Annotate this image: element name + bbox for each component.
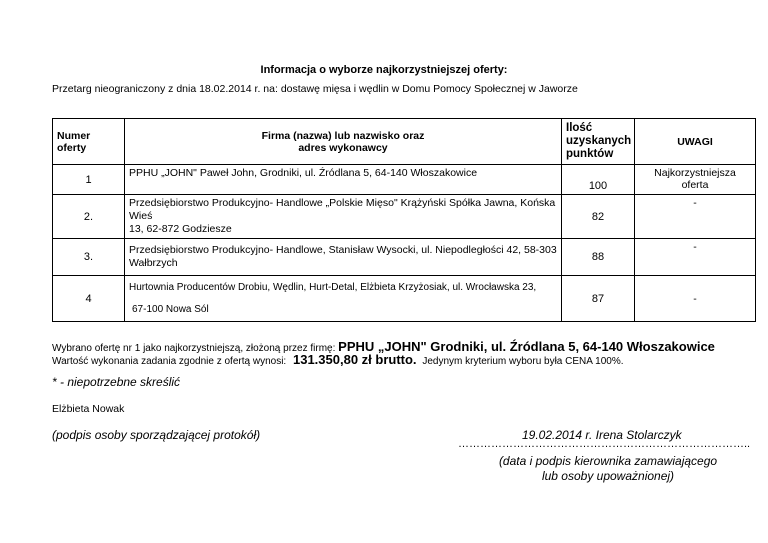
row-uwagi	[635, 165, 756, 195]
head-caption-line1: (data i podpis kierownika zamawiającego	[498, 454, 718, 468]
document-title: Informacja o wyborze najkorzystniejszej oferty:	[260, 64, 508, 76]
author-signature-caption: (podpis osoby sporządzającej protokół)	[52, 428, 261, 442]
header-points-line1: Ilość	[566, 122, 593, 134]
value-amount: 131.350,80 zł brutto.	[292, 352, 417, 367]
header-firm-line1: Firma (nazwa) lub nazwisko oraz	[261, 129, 425, 142]
row-uwagi-line1: Najkorzystniejsza	[654, 167, 736, 179]
value-prefix: Wartość wykonania zadania zgodnie z ofertą wynosi:	[52, 356, 287, 367]
row-points: 87	[562, 276, 635, 322]
row-points: 88	[562, 239, 635, 276]
header-points-line3: punktów	[566, 148, 614, 160]
row-uwagi-line1: -	[693, 241, 697, 253]
row-firm-line1: Przedsiębiorstwo Produkcyjno- Handlowe, Stanisław Wysocki, ul. Niepodległości 42, 58-303	[129, 244, 557, 256]
header-uwagi: UWAGI	[635, 119, 756, 165]
table-row	[53, 276, 756, 322]
row-uwagi	[635, 276, 756, 322]
row-offer-number: 1	[53, 165, 125, 195]
table-header-row	[53, 119, 756, 165]
row-uwagi-line1: -	[693, 197, 697, 209]
offers-table	[52, 118, 756, 322]
header-offer-number: Numer oferty	[53, 119, 125, 165]
table-row	[53, 165, 756, 195]
contract-value-line	[52, 352, 624, 367]
row-uwagi	[635, 195, 756, 239]
head-caption-line2: lub osoby upoważnionej)	[541, 469, 675, 483]
row-offer-number: 2.	[53, 195, 125, 239]
table-row	[53, 239, 756, 276]
date-and-signatory: 19.02.2014 r. Irena Stolarczyk	[522, 428, 682, 442]
header-points	[562, 119, 635, 165]
row-uwagi-line1: -	[693, 292, 697, 305]
header-firm	[125, 119, 562, 165]
row-offer-number: 4	[53, 276, 125, 322]
row-firm-line2: Wałbrzych	[129, 257, 178, 269]
signature-dotted-line: ……………………………………………………………………..	[458, 438, 751, 450]
author-name: Elżbieta Nowak	[52, 403, 125, 415]
row-uwagi-line2: oferta	[681, 179, 709, 191]
row-firm-line1: PPHU „JOHN" Paweł John, Grodniki, ul. Źródlana 5, 64-140 Włoszakowice	[129, 167, 478, 179]
footnote: * - niepotrzebne skreślić	[52, 375, 181, 389]
head-signature-caption	[458, 454, 758, 484]
row-firm	[125, 239, 562, 276]
row-firm-line1: Hurtownia Producentów Drobiu, Wędlin, Hurt-Detal, Elżbieta Krzyżosiak, ul. Wrocławska 23,	[129, 282, 537, 293]
value-criterion: Jedynym kryterium wyboru była CENA 100%.	[422, 356, 624, 367]
row-uwagi	[635, 239, 756, 276]
tender-description: Przetarg nieograniczony z dnia 18.02.2014 r. na: dostawę mięsa i wędlin w Domu Pomocy Społecznej w Jaworze	[52, 83, 578, 95]
row-firm	[125, 195, 562, 239]
header-firm-line2: adres wykonawcy	[298, 141, 388, 154]
row-offer-number: 3.	[53, 239, 125, 276]
row-firm	[125, 165, 562, 195]
table-row	[53, 195, 756, 239]
row-points: 82	[562, 195, 635, 239]
row-firm	[125, 276, 562, 322]
row-points: 100	[562, 165, 635, 195]
row-firm-line2: 67-100 Nowa Sól	[132, 304, 209, 315]
header-points-line2: uzyskanych	[566, 135, 632, 147]
chosen-offer-prefix: Wybrano ofertę nr 1 jako najkorzystniejszą, złożoną przez firmę:	[52, 343, 336, 354]
row-firm-line1: Przedsiębiorstwo Produkcyjno- Handlowe „Polskie Mięso" Krążyński Spółka Jawna, Końska Wieś	[129, 197, 556, 222]
row-firm-line2: 13, 62-872 Godziesze	[129, 223, 232, 235]
chosen-firm: PPHU „JOHN" Grodniki, ul. Źródlana 5, 64-140 Włoszakowice	[338, 339, 715, 354]
